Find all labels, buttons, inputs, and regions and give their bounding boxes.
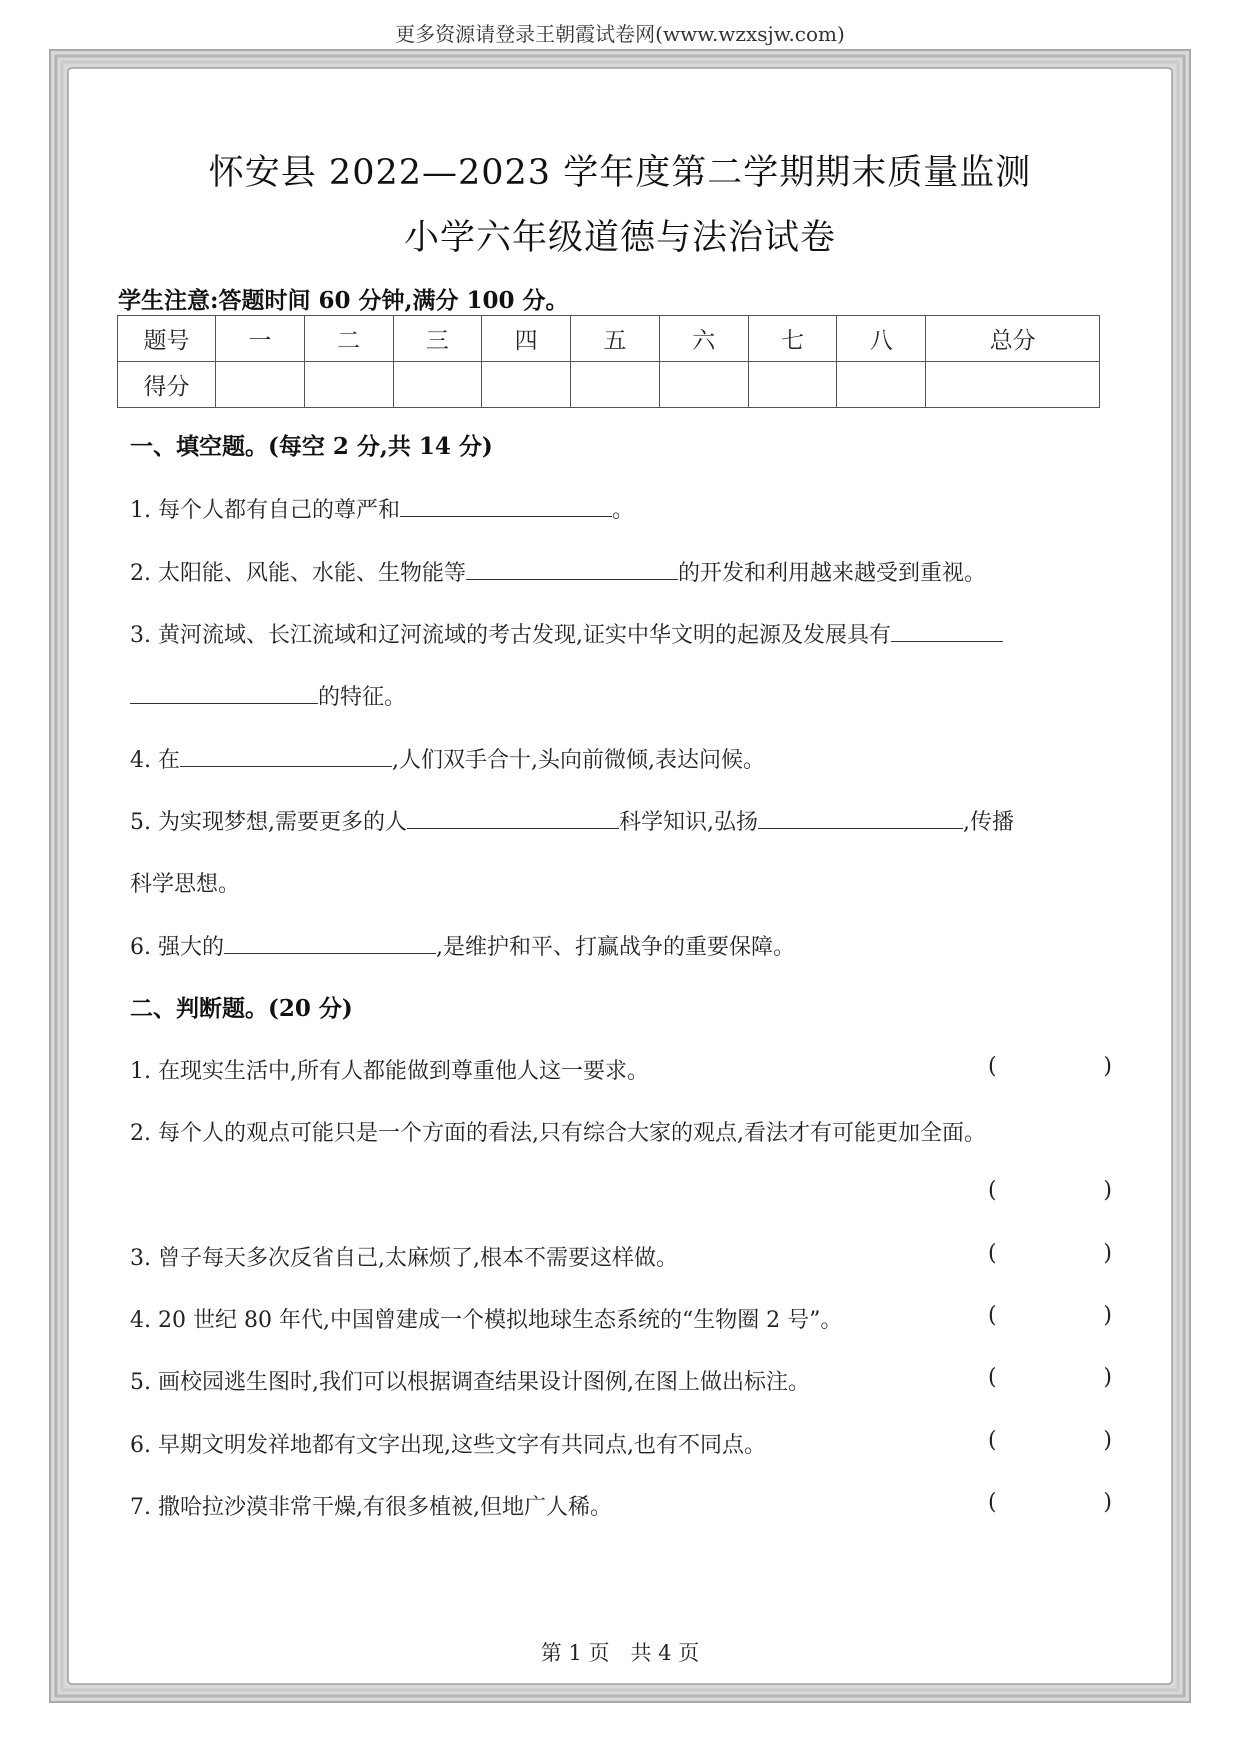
score-table-cell: 三 (393, 316, 482, 362)
answer-blank[interactable] (180, 744, 392, 767)
judge-question-4: 4. 20 世纪 80 年代,中国曾建成一个模拟地球生态系统的“生物圈 2 号”。 (130, 1308, 843, 1333)
paren-open: ( (988, 1054, 997, 1079)
paren-close: ) (1103, 1054, 1112, 1079)
score-table-cell: 一 (216, 316, 305, 362)
paren-close: ) (1103, 1365, 1112, 1390)
answer-blank[interactable] (758, 806, 963, 829)
question-text: ,传播 (962, 810, 1014, 835)
score-input-cell[interactable] (748, 362, 837, 408)
question-text: 2. 太阳能、风能、水能、生物能等 (130, 561, 466, 586)
paren-close: ) (1103, 1428, 1112, 1453)
score-table-cell: 七 (748, 316, 837, 362)
score-input-cell[interactable] (926, 362, 1100, 408)
score-input-cell[interactable] (216, 362, 305, 408)
paren-close: ) (1103, 1241, 1112, 1266)
score-table-cell: 二 (304, 316, 393, 362)
question-text: 科学思想。 (130, 872, 241, 897)
answer-blank[interactable] (407, 806, 619, 829)
question-text: 3. 黄河流域、长江流域和辽河流域的考古发现,证实中华文明的起源及发展具有 (130, 623, 891, 648)
score-input-cell[interactable] (304, 362, 393, 408)
paren-open: ( (988, 1490, 997, 1515)
score-input-cell[interactable] (393, 362, 482, 408)
answer-parens[interactable] (988, 1428, 1112, 1453)
fill-question-4 (130, 743, 765, 774)
fill-question-6 (130, 930, 795, 961)
fill-question-3 (130, 618, 1003, 649)
score-table-cell: 总分 (926, 316, 1100, 362)
score-table-cell: 题号 (118, 316, 216, 362)
question-text: 5. 为实现梦想,需要更多的人 (130, 810, 407, 835)
paren-open: ( (988, 1428, 997, 1453)
question-text: ,人们双手合十,头向前微倾,表达问候。 (391, 748, 765, 773)
answer-blank[interactable] (400, 494, 612, 517)
answer-blank[interactable] (130, 681, 318, 704)
question-text: 1. 每个人都有自己的尊严和 (130, 498, 400, 523)
paren-close: ) (1103, 1490, 1112, 1515)
score-table-header-row (118, 316, 1100, 362)
question-text: 的开发和利用越来越受到重视。 (678, 561, 987, 586)
score-table-score-row (118, 362, 1100, 408)
answer-blank[interactable] (466, 557, 678, 580)
answer-parens[interactable] (988, 1178, 1112, 1203)
header-note: 更多资源请登录王朝霞试卷网(www.wzxsjw.com) (395, 22, 845, 46)
fill-question-5-cont (130, 867, 240, 898)
score-input-cell[interactable] (659, 362, 748, 408)
question-text: 科学知识,弘扬 (618, 810, 758, 835)
paren-open: ( (988, 1241, 997, 1266)
exam-title-line1: 怀安县 2022—2023 学年度第二学期期末质量监测 (208, 153, 1032, 193)
score-table (117, 315, 1100, 408)
section1-title: 一、填空题。(每空 2 分,共 14 分) (130, 433, 493, 460)
score-input-cell[interactable] (571, 362, 660, 408)
exam-title-line2: 小学六年级道德与法治试卷 (403, 218, 836, 258)
fill-question-2 (130, 556, 986, 587)
paren-open: ( (988, 1365, 997, 1390)
paren-close: ) (1103, 1178, 1112, 1203)
student-notice: 学生注意:答题时间 60 分钟,满分 100 分。 (118, 287, 569, 314)
question-text: 6. 强大的 (130, 935, 224, 960)
question-text: 的特征。 (318, 685, 407, 710)
judge-question-2: 2. 每个人的观点可能只是一个方面的看法,只有综合大家的观点,看法才有可能更加全面。 (130, 1121, 986, 1146)
page-footer: 第 1 页 共 4 页 (540, 1641, 700, 1665)
question-text: ,是维护和平、打赢战争的重要保障。 (435, 935, 795, 960)
paren-close: ) (1103, 1303, 1112, 1328)
score-table-cell: 四 (482, 316, 571, 362)
judge-question-6: 6. 早期文明发祥地都有文字出现,这些文字有共同点,也有不同点。 (130, 1433, 766, 1458)
fill-question-3-cont (130, 680, 406, 711)
fill-question-5 (130, 805, 1014, 836)
answer-parens[interactable] (988, 1054, 1112, 1079)
question-text: 4. 在 (130, 748, 180, 773)
answer-parens[interactable] (988, 1303, 1112, 1328)
paren-open: ( (988, 1178, 997, 1203)
judge-question-1: 1. 在现实生活中,所有人都能做到尊重他人这一要求。 (130, 1059, 649, 1084)
answer-parens[interactable] (988, 1490, 1112, 1515)
score-table-cell: 得分 (118, 362, 216, 408)
answer-parens[interactable] (988, 1241, 1112, 1266)
judge-question-7: 7. 撒哈拉沙漠非常干燥,有很多植被,但地广人稀。 (130, 1495, 612, 1520)
fill-question-1 (130, 493, 634, 524)
question-text: 。 (611, 498, 634, 523)
score-input-cell[interactable] (482, 362, 571, 408)
answer-blank[interactable] (891, 619, 1003, 642)
score-input-cell[interactable] (837, 362, 926, 408)
judge-question-3: 3. 曾子每天多次反省自己,太麻烦了,根本不需要这样做。 (130, 1246, 678, 1271)
answer-parens[interactable] (988, 1365, 1112, 1390)
score-table-cell: 八 (837, 316, 926, 362)
section2-title: 二、判断题。(20 分) (130, 995, 353, 1022)
score-table-cell: 五 (571, 316, 660, 362)
judge-question-5: 5. 画校园逃生图时,我们可以根据调查结果设计图例,在图上做出标注。 (130, 1370, 810, 1395)
answer-blank[interactable] (224, 931, 436, 954)
score-table-cell: 六 (659, 316, 748, 362)
paren-open: ( (988, 1303, 997, 1328)
